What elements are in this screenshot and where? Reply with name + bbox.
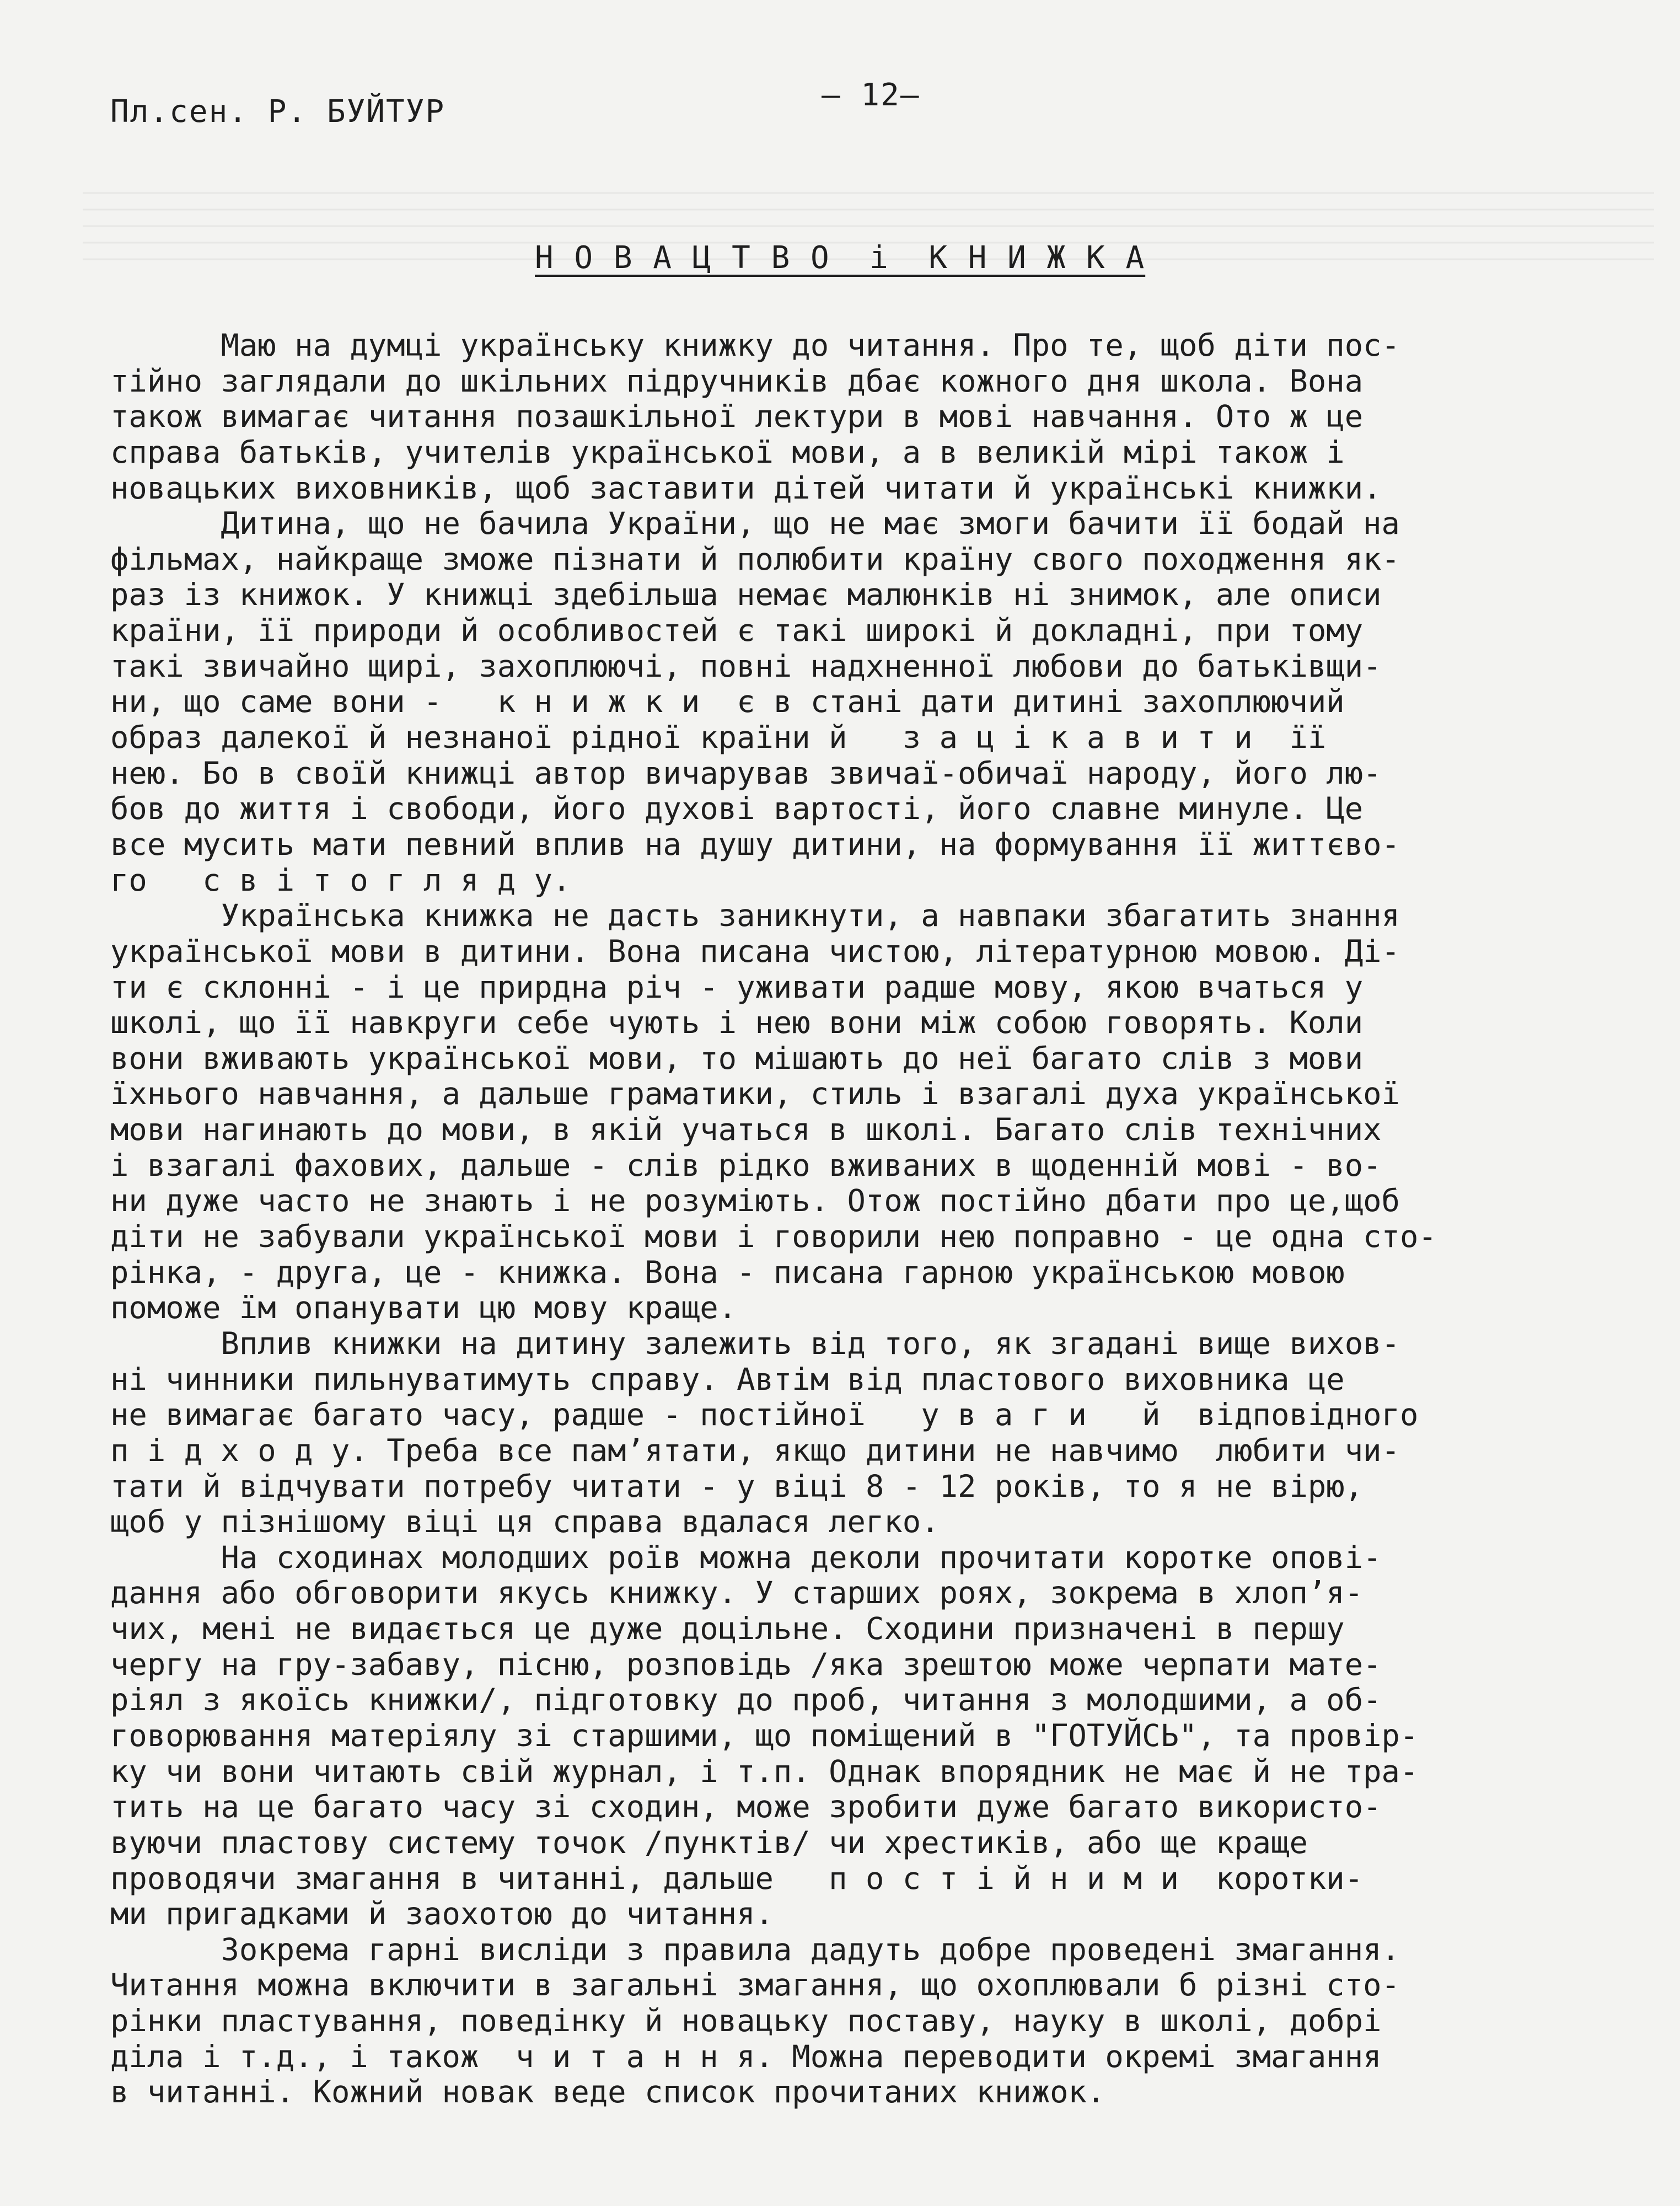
text-line: такі звичайно щирі, захоплюючі, повні надхненної любови до батьківщи- [110, 648, 1382, 684]
text-line: тить на це багато часу зі сходин, може зробити дуже багато використо- [110, 1789, 1382, 1825]
text-line: Зокрема гарні висліди з правила дадуть добре проведені змагання. [110, 1931, 1400, 1968]
text-line: поможе їм опанувати цю мову краще. [110, 1290, 737, 1326]
text-line: справа батьків, учителів української мови, а в великій мірі також і [110, 434, 1345, 470]
text-line: тати й відчувати потребу читати - у віці 8 - 12 років, то я не вірю, [110, 1468, 1364, 1504]
text-line: ні чинники пильнуватимуть справу. Автім від пластового виховника це [110, 1361, 1345, 1398]
text-line: діти не забували української мови і говорили нею поправно - це одна сто- [110, 1219, 1437, 1255]
text-line: також вимагає читання позашкільної лектури в мові навчання. Ото ж це [110, 399, 1364, 435]
article-body [110, 328, 1649, 2111]
text-line: все мусить мати певний вплив на душу дитини, на формування її життєво- [110, 826, 1400, 863]
text-line: нею. Бо в своїй книжці автор вичарував звичаї-обичаї народу, його лю- [110, 755, 1382, 791]
page-number: — 12— [822, 77, 920, 113]
text-line: образ далекої й незнаної рідної країни й з а ц і к а в и т и її [110, 720, 1327, 756]
text-line: вуючи пластову систему точок /пунктів/ чи хрестиків, або ще краще [110, 1824, 1308, 1861]
text-line: країни, її природи й особливостей є такі широкі й докладні, при тому [110, 613, 1364, 649]
text-line: чергу на гру-забаву, пісню, розповідь /яка зрештою може черпати мате- [110, 1646, 1382, 1683]
text-line: української мови в дитини. Вона писана чистою, літературною мовою. Ді- [110, 933, 1400, 970]
text-line: їхнього навчання, а дальше граматики, стиль і взагалі духа української [110, 1076, 1400, 1112]
text-line: школі, що її навкруги себе чують і нею вони між собою говорять. Коли [110, 1005, 1364, 1041]
text-line: не вимагає багато часу, радше - постійної у в а г и й відповідного [110, 1397, 1419, 1433]
text-line: рінка, - друга, це - книжка. Вона - писана гарною українською мовою [110, 1254, 1345, 1291]
text-line: тійно заглядали до шкільних підручників дбає кожного дня школа. Вона [110, 363, 1364, 399]
text-line: новацьких виховників, щоб заставити дітей читати й українські книжки. [110, 470, 1382, 506]
text-line: ми пригадками й заохотою до читання. [110, 1896, 774, 1932]
text-line: Дитина, що не бачила України, що не має змоги бачити її бодай на [110, 506, 1400, 542]
text-line: ни дуже часто не знають і не розуміють. Отож постійно дбати про це,щоб [110, 1183, 1400, 1219]
text-line: чих, мені не видається це дуже доцільне. Сходини призначені в першу [110, 1611, 1345, 1647]
text-line: вони вживають української мови, то мішають до неї багато слів з мови [110, 1040, 1364, 1077]
text-line: діла і т.д., і також ч и т а н н я. Можна переводити окремі змагання [110, 2038, 1382, 2075]
text-line: го с в і т о г л я д у. [110, 862, 571, 898]
text-line: ти є склонні - і це прирдна річ - уживати радше мову, якою вчаться у [110, 969, 1364, 1005]
text-line: рінки пластування, поведінку й новацьку поставу, науку в школі, добрі [110, 2003, 1382, 2039]
text-line: ріял з якоїсь книжки/, підготовку до проб, читання з молодшими, а об- [110, 1682, 1382, 1718]
text-line: п і д х о д у. Треба все пам’ятати, якщо дитини не навчимо любити чи- [110, 1432, 1400, 1469]
text-line: бов до життя і свободи, його духові вартості, його славне минуле. Це [110, 791, 1364, 827]
text-line: і взагалі фахових, дальше - слів рідко вживаних в щоденній мові - во- [110, 1147, 1382, 1184]
text-line: дання або обговорити якусь книжку. У старших роях, зокрема в хлоп’я- [110, 1575, 1364, 1611]
text-line: фільмах, найкраще зможе пізнати й полюбити країну свого походження як- [110, 541, 1400, 577]
text-line: ку чи вони читають свій журнал, і т.п. Однак впорядник не має й не тра- [110, 1753, 1419, 1790]
text-line: в читанні. Кожний новак веде список прочитаних книжок. [110, 2074, 1105, 2111]
author-signature: Пл.сен. Р. БУЙТУР [110, 94, 446, 130]
text-line: проводячи змагання в читанні, дальше п о с т і й н и м и коротки- [110, 1860, 1364, 1897]
page-title: Н О В А Ц Т В О і К Н И Ж К А [535, 240, 1146, 276]
text-line: ни, що саме вони - к н и ж к и є в стані дати дитині захоплюючий [110, 684, 1345, 720]
text-line: щоб у пізнішому віці ця справа вдалася легко. [110, 1504, 940, 1540]
text-line: Читання можна включити в загальні змагання, що охоплювали б різні сто- [110, 1967, 1400, 2004]
text-line: Маю на думці українську книжку до читання. Про те, щоб діти пос- [110, 328, 1400, 363]
text-line: На сходинах молодших роїв можна деколи прочитати коротке опові- [110, 1539, 1382, 1576]
text-line: Вплив книжки на дитину залежить від того, як згадані вище вихов- [110, 1325, 1400, 1362]
text-line: говорювання матеріялу зі старшими, що поміщений в "ГОТУЙСЬ", та провір- [110, 1717, 1419, 1754]
text-line: раз із книжок. У книжці здебільша немає малюнків ні знимок, але описи [110, 577, 1382, 613]
text-line: мови нагинають до мови, в якій учаться в школі. Багато слів технічних [110, 1112, 1382, 1148]
text-line: Українська книжка не дасть заникнути, а навпаки збагатить знання [110, 898, 1400, 934]
